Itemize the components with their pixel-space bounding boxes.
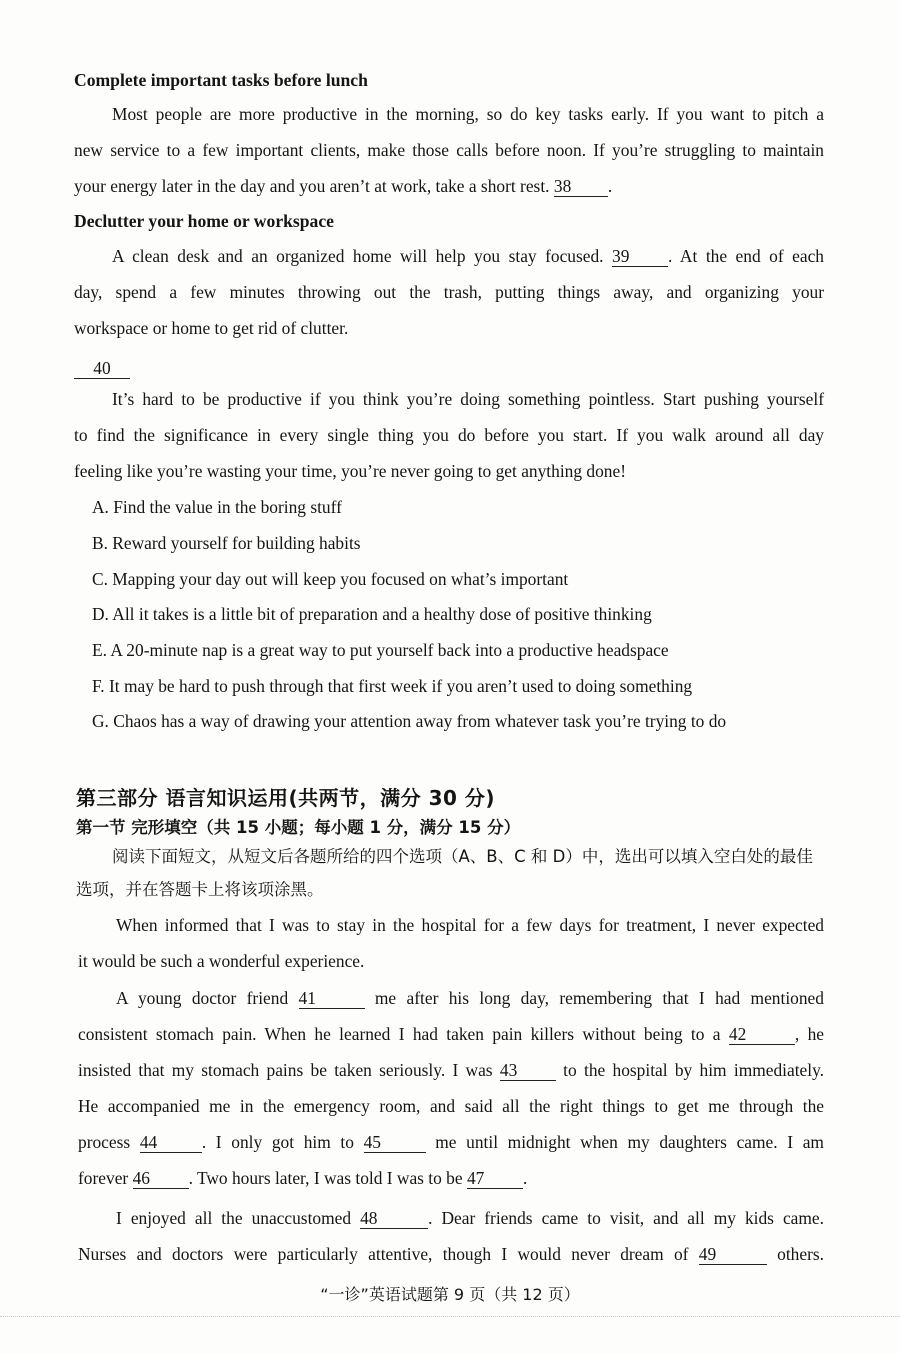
- text-segment: others.: [777, 1244, 824, 1264]
- text-line: [78, 980, 824, 1016]
- option-b: B. Reward yourself for building habits: [92, 533, 361, 553]
- text-segment: consistent stomach pain. When he learned I had taken pain killers without being to a: [78, 1024, 721, 1044]
- text-line: [78, 1016, 824, 1052]
- text-line: [78, 1052, 824, 1088]
- heading-complete-tasks: Complete important tasks before lunch: [74, 70, 368, 90]
- blank-47[interactable]: 47: [467, 1168, 523, 1189]
- part3-instructions: 阅读下面短文，从短文后各题所给的四个选项（A、B、C 和 D）中，选出可以填入空白处的最佳选项，并在答题卡上将该项涂黑。: [76, 847, 813, 899]
- option-d: D. All it takes is a little bit of preparation and a healthy dose of positive thinking: [92, 604, 652, 624]
- text-segment: .: [522, 1168, 528, 1188]
- paragraph-significance: [74, 381, 824, 489]
- text-segment: A young doctor friend: [116, 988, 289, 1008]
- text-segment: to the hospital by him immediately.: [563, 1060, 825, 1080]
- blank-42[interactable]: 42: [729, 1024, 795, 1045]
- cloze-paragraph-3: [78, 1200, 824, 1272]
- text-line: [78, 1124, 824, 1160]
- text-line: [78, 1236, 824, 1272]
- bottom-rule: [0, 1316, 900, 1317]
- text-segment: . Two hours later, I was told I was to be: [188, 1168, 463, 1188]
- blank-49[interactable]: 49: [699, 1244, 767, 1265]
- paragraph-complete-tasks: [74, 96, 824, 204]
- option-f: F. It may be hard to push through that first week if you aren’t used to doing something: [92, 676, 693, 696]
- text-line: He accompanied me in the emergency room, and said all the right things to get me through the: [78, 1096, 824, 1116]
- option-c: C. Mapping your day out will keep you focused on what’s important: [92, 569, 569, 589]
- text-segment: A clean desk and an organized home will help you stay focused.: [112, 246, 604, 266]
- blank-38[interactable]: 38: [554, 176, 608, 197]
- text-line: to find the significance in every single thing you do before you start. If you walk around all day: [74, 425, 824, 445]
- heading-declutter: Declutter your home or workspace: [74, 211, 334, 231]
- text-segment: me until midnight when my daughters came. I am: [435, 1132, 824, 1152]
- text-line: feeling like you’re wasting your time, you’re never going to get anything done!: [74, 461, 626, 481]
- text-segment: insisted that my stomach pains be taken seriously. I was: [78, 1060, 493, 1080]
- text-segment: me after his long day, remembering that I had mentioned: [374, 988, 824, 1008]
- text-segment: forever: [78, 1168, 129, 1188]
- text-segment: , he: [794, 1024, 824, 1044]
- blank-41[interactable]: 41: [299, 988, 365, 1009]
- part3-title: 第三部分 语言知识运用(共两节，满分 30 分): [76, 786, 496, 810]
- cloze-paragraph-2: [78, 980, 824, 1196]
- text-line: When informed that I was to stay in the hospital for a few days for treatment, I never expected: [116, 915, 824, 935]
- blank-40[interactable]: 40: [74, 358, 130, 379]
- text-line: [78, 1160, 824, 1196]
- option-e: E. A 20-minute nap is a great way to put yourself back into a productive headspace: [92, 640, 669, 660]
- text-segment: Nurses and doctors were particularly attentive, though I would never dream of: [78, 1244, 689, 1264]
- part3-subtitle: 第一节 完形填空（共 15 小题；每小题 1 分，满分 15 分）: [76, 818, 521, 837]
- text-segment: . I only got him to: [201, 1132, 354, 1152]
- text-segment: your energy later in the day and you aren’t at work, take a short rest.: [74, 176, 550, 196]
- text-segment: I enjoyed all the unaccustomed: [116, 1208, 352, 1228]
- blank-46[interactable]: 46: [133, 1168, 189, 1189]
- blank-45[interactable]: 45: [364, 1132, 426, 1153]
- text-segment: . At the end of each: [668, 246, 824, 266]
- page-footer: “一诊”英语试题第 9 页（共 12 页）: [320, 1285, 580, 1304]
- text-line: [74, 238, 824, 274]
- cloze-paragraph-1: [78, 907, 824, 979]
- blank-43[interactable]: 43: [500, 1060, 556, 1081]
- text-line: day, spend a few minutes throwing out the trash, putting things away, and organizing your: [74, 282, 824, 302]
- option-a: A. Find the value in the boring stuff: [92, 497, 342, 517]
- paragraph-declutter: [74, 238, 824, 346]
- text-segment: . Dear friends came to visit, and all my kids came.: [428, 1208, 824, 1228]
- blank-48[interactable]: 48: [360, 1208, 428, 1229]
- text-line: [78, 1200, 824, 1236]
- option-g: G. Chaos has a way of drawing your attention away from whatever task you’re trying to do: [92, 711, 727, 731]
- text-line: it would be such a wonderful experience.: [78, 951, 365, 971]
- text-line: It’s hard to be productive if you think you’re doing something pointless. Start pushing yourself: [112, 389, 824, 409]
- blank-39[interactable]: 39: [612, 246, 668, 267]
- text-line: workspace or home to get rid of clutter.: [74, 318, 349, 338]
- blank-44[interactable]: 44: [140, 1132, 202, 1153]
- text-segment: process: [78, 1132, 131, 1152]
- text-line: new service to a few important clients, make those calls before noon. If you’re struggling to maintain: [74, 140, 824, 160]
- text-line: Most people are more productive in the morning, so do key tasks early. If you want to pitch a: [112, 104, 824, 124]
- text-line: your energy later in the day and you aren’t at work, take a short rest. 38 .: [74, 176, 613, 196]
